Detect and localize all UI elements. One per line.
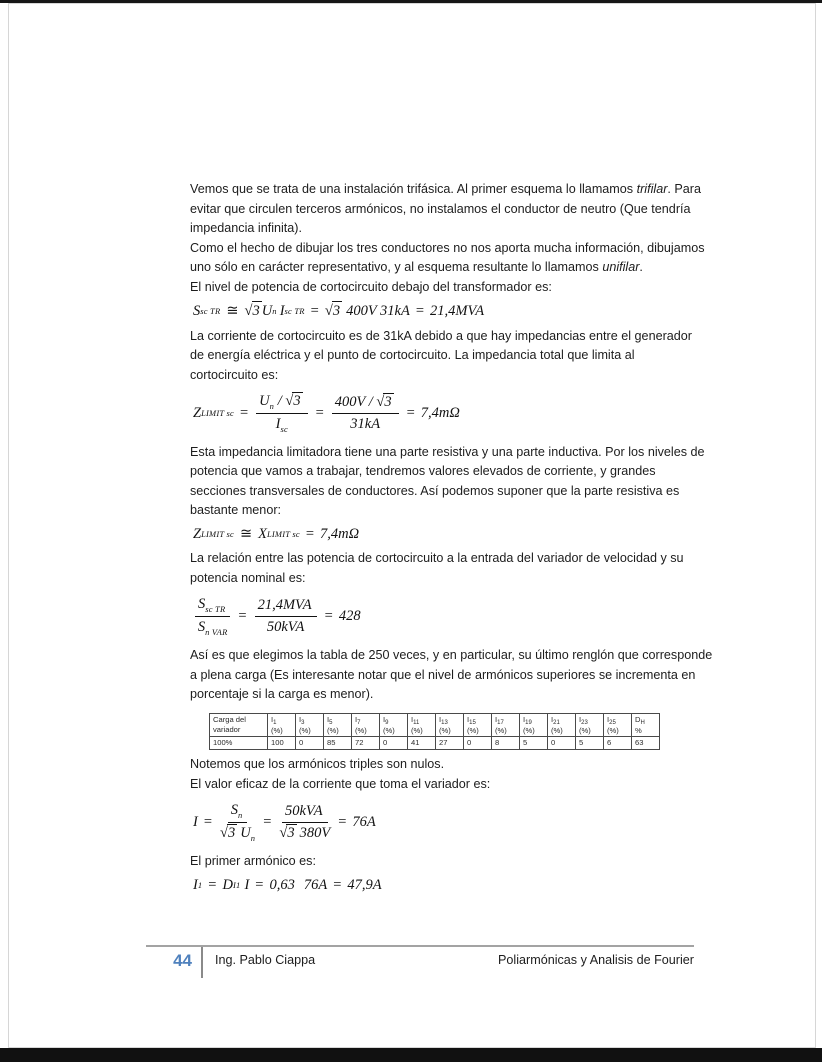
- math-var: I: [193, 813, 198, 830]
- table-header-row: [210, 713, 660, 737]
- math-result: 7,4mΩ: [420, 404, 460, 421]
- fraction: [256, 392, 307, 435]
- line-primer-armonico: El primer armónico es:: [190, 854, 316, 869]
- math-sub: sc TR: [200, 305, 221, 316]
- harmonic-column-header: $I_7$ (%): [352, 713, 380, 737]
- harmonic-column-header: $I_{13}$ (%): [436, 713, 464, 737]
- fraction: [279, 802, 330, 843]
- approx-equal-sign: ≅: [226, 302, 239, 319]
- math-var: S: [197, 619, 206, 636]
- harmonic-value-cell: 5: [576, 737, 604, 750]
- math-var: I: [244, 876, 250, 893]
- paragraph-corriente-cc: [190, 327, 692, 386]
- harmonic-value-cell: 0: [464, 737, 492, 750]
- harmonics-table: [209, 713, 660, 751]
- math-var: U: [259, 393, 270, 409]
- equals-sign: =: [305, 525, 314, 542]
- paragraph-text: La corriente de cortocircuito es de 31kA debido a que hay impedancias entre el generador: [190, 328, 692, 343]
- paragraph-text: a plena carga (Es interesante notar que el nivel de armónicos superiores se incrementa en: [190, 667, 696, 682]
- paragraph-text: uno sólo en carácter representativo, y al esquema resultante lo llamamos: [190, 260, 603, 274]
- equals-sign: =: [310, 302, 319, 319]
- bottom-edge-bar: [0, 1048, 822, 1062]
- math-var: X: [258, 525, 267, 542]
- harmonic-column-header: $I_{23}$ (%): [576, 713, 604, 737]
- harmonic-value-cell: 63: [632, 737, 660, 750]
- math-var: I: [275, 415, 281, 432]
- paragraph-text: Esta impedancia limitadora tiene una parte resistiva y una parte inductiva. Por los niveles de: [190, 444, 705, 459]
- equals-sign: =: [208, 876, 217, 893]
- equals-sign: =: [315, 404, 324, 421]
- line-valor-eficaz: El valor eficaz de la corriente que toma el variador es:: [190, 776, 491, 791]
- math-sub: LIMIT sc: [266, 528, 300, 539]
- radical-sign: √: [285, 393, 294, 409]
- harmonic-value-cell: 27: [436, 737, 464, 750]
- harmonic-value-cell: 0: [296, 737, 324, 750]
- harmonic-column-header: $I_{17}$ (%): [492, 713, 520, 737]
- math-var: Z: [193, 404, 202, 421]
- line-nivel-potencia: El nivel de potencia de cortocircuito debajo del transformador es:: [190, 279, 552, 294]
- radical-sign: √: [220, 825, 228, 842]
- radicand: 3: [293, 393, 301, 409]
- paragraph-text: de energía eléctrica y el punto de cortocircuito. La impedancia total que limita al: [190, 348, 635, 362]
- math-var: U: [261, 302, 273, 319]
- equals-sign: =: [263, 813, 272, 830]
- math-var: I: [279, 302, 285, 319]
- harmonic-column-header: $D_H$ %: [632, 713, 660, 737]
- italic-term-unifilar: unifilar: [602, 260, 640, 274]
- math-var: D: [222, 876, 233, 893]
- approx-equal-sign: ≅: [239, 525, 253, 542]
- radical-sign: √: [376, 394, 385, 411]
- equals-sign: =: [415, 302, 425, 319]
- radicand: 3: [252, 301, 262, 322]
- math-sub: LIMIT sc: [201, 407, 234, 418]
- table-corner-header: Carga del variador: [210, 713, 268, 737]
- harmonic-column-header: $I_3$ (%): [296, 713, 324, 737]
- math-value: 76A: [303, 876, 328, 893]
- formula-relacion-428: [193, 595, 686, 638]
- footer-author: Ing. Pablo Ciappa: [215, 953, 316, 967]
- harmonic-value-cell: 0: [380, 737, 408, 750]
- paragraph-text: Vemos que se trata de una instalación trifásica. Al primer esquema lo llamamos: [190, 182, 637, 196]
- harmonic-column-header: $I_{25}$ (%): [604, 713, 632, 737]
- harmonic-value-cell: 8: [492, 737, 520, 750]
- harmonic-value-cell: 5: [520, 737, 548, 750]
- equals-sign: =: [406, 404, 415, 421]
- radical-sign: √: [324, 302, 333, 319]
- paragraph-text: cortocircuito es:: [190, 367, 279, 382]
- math-value: 380V: [299, 825, 331, 842]
- math-value: 21,4MVA: [255, 596, 317, 617]
- paragraph-text: Así es que elegimos la tabla de 250 veces, y en particular, su último renglón que corresponde: [190, 648, 713, 663]
- fraction: [195, 595, 230, 638]
- math-result: 21,4MVA: [430, 302, 485, 319]
- radicand: 3: [384, 394, 392, 411]
- paragraph-text: porcentaje si la carga es menor).: [190, 687, 374, 702]
- harmonic-column-header: $I_1$ (%): [268, 713, 296, 737]
- math-var: Z: [193, 525, 202, 542]
- row-label: 100%: [210, 737, 268, 750]
- harmonic-column-header: $I_5$ (%): [324, 713, 352, 737]
- math-result: 7,4mΩ: [320, 525, 360, 542]
- paragraph-unifilar: [190, 239, 705, 278]
- math-var: S: [230, 802, 238, 819]
- equals-sign: =: [324, 608, 333, 625]
- equals-sign: =: [203, 813, 213, 830]
- math-value: 400V 31kA: [346, 302, 410, 319]
- math-sub: n: [269, 400, 275, 411]
- math-sub: sc TR: [205, 604, 226, 615]
- math-value: 50kVA: [282, 802, 328, 823]
- page-footer: [146, 945, 694, 978]
- line-armonicos-nulos: Notemos que los armónicos triples son nulos.: [190, 757, 445, 772]
- divide-sign: /: [274, 393, 286, 409]
- radicand: 3: [228, 825, 236, 842]
- paragraph-text: . Para: [667, 182, 702, 196]
- paragraph-text: evitar que circulen terceros armónicos, no instalamos el conductor de neutro (Que tendría: [190, 201, 691, 216]
- radicand: 3: [332, 301, 342, 322]
- footer-book-title: Poliarmónicas y Analisis de Fourier: [498, 953, 694, 967]
- document-page: [8, 3, 816, 1048]
- math-result: 76A: [352, 813, 376, 830]
- equals-sign: =: [338, 813, 347, 830]
- harmonic-column-header: $I_{19}$ (%): [520, 713, 548, 737]
- math-sub: n: [272, 305, 277, 316]
- harmonic-value-cell: 0: [548, 737, 576, 750]
- equals-sign: =: [333, 876, 342, 893]
- math-value: 50kVA: [266, 619, 305, 636]
- math-var: I: [193, 876, 198, 893]
- math-value: 400V /: [334, 394, 377, 411]
- harmonic-value-cell: 41: [408, 737, 436, 750]
- formula-impedancia-limite: [193, 392, 686, 435]
- math-var: S: [193, 302, 201, 319]
- paragraph-text: .: [639, 260, 643, 274]
- math-result: 47,9A: [347, 876, 382, 893]
- paragraph-text: potencia nominal es:: [190, 570, 306, 585]
- harmonic-column-header: $I_9$ (%): [380, 713, 408, 737]
- math-result: 428: [338, 608, 361, 625]
- paragraph-impedancia-resistiva: [190, 443, 705, 521]
- paragraph-text: bastante menor:: [190, 503, 282, 518]
- paragraph-trifasica: [190, 180, 702, 239]
- equals-sign: =: [239, 404, 249, 421]
- formula-corriente-eficaz: [193, 801, 686, 844]
- page-text-block: [190, 180, 713, 900]
- math-sub: sc TR: [284, 305, 305, 316]
- harmonic-value-cell: 6: [604, 737, 632, 750]
- fraction: [332, 393, 399, 434]
- page-number: 44: [173, 951, 192, 970]
- fraction: [220, 801, 255, 844]
- formula-potencia-cortocircuito: [193, 301, 686, 322]
- harmonic-column-header: $I_{15}$ (%): [464, 713, 492, 737]
- paragraph-text: secciones transversales de conductores. Así podemos suponer que la parte resistiva es: [190, 483, 680, 498]
- formula-z-igual-x: [193, 525, 686, 545]
- table-data-row: [210, 737, 660, 750]
- math-sub: n: [238, 810, 243, 821]
- harmonic-value-cell: 100: [268, 737, 296, 750]
- math-value: 31kA: [350, 415, 381, 432]
- paragraph-text: Como el hecho de dibujar los tres conductores no nos aporta mucha información, dibujamos: [190, 240, 705, 255]
- math-var: U: [240, 825, 251, 842]
- math-sub: sc: [280, 423, 288, 434]
- formula-primer-armonico: [193, 876, 686, 896]
- math-sub: n VAR: [205, 627, 228, 638]
- paragraph-text: La relación entre las potencia de cortocircuito a la entrada del variador de velocidad y su: [190, 551, 684, 566]
- equals-sign: =: [238, 608, 247, 625]
- harmonic-value-cell: 72: [352, 737, 380, 750]
- math-sub: 1: [197, 879, 203, 890]
- math-var: S: [198, 596, 206, 613]
- paragraph-text: impedancia infinita).: [190, 221, 303, 235]
- math-sub: I1: [232, 879, 241, 890]
- math-value: 0,63: [269, 876, 295, 893]
- equals-sign: =: [255, 876, 264, 893]
- math-sub: LIMIT sc: [201, 528, 234, 539]
- paragraph-tabla-250: [190, 646, 713, 705]
- fraction: [255, 596, 317, 637]
- harmonic-column-header: $I_{11}$ (%): [408, 713, 436, 737]
- radicand: 3: [287, 825, 295, 842]
- italic-term-trifilar: trifilar: [636, 182, 668, 196]
- paragraph-text: potencia que vamos a trabajar, tendremos valores elevados de corriente, y grandes: [190, 464, 656, 479]
- radical-sign: √: [279, 825, 288, 842]
- paragraph-relacion-potencias: [190, 549, 686, 588]
- harmonic-value-cell: 85: [324, 737, 352, 750]
- radical-sign: √: [244, 302, 253, 319]
- math-sub: n: [250, 833, 256, 844]
- harmonic-column-header: $I_{21}$ (%): [548, 713, 576, 737]
